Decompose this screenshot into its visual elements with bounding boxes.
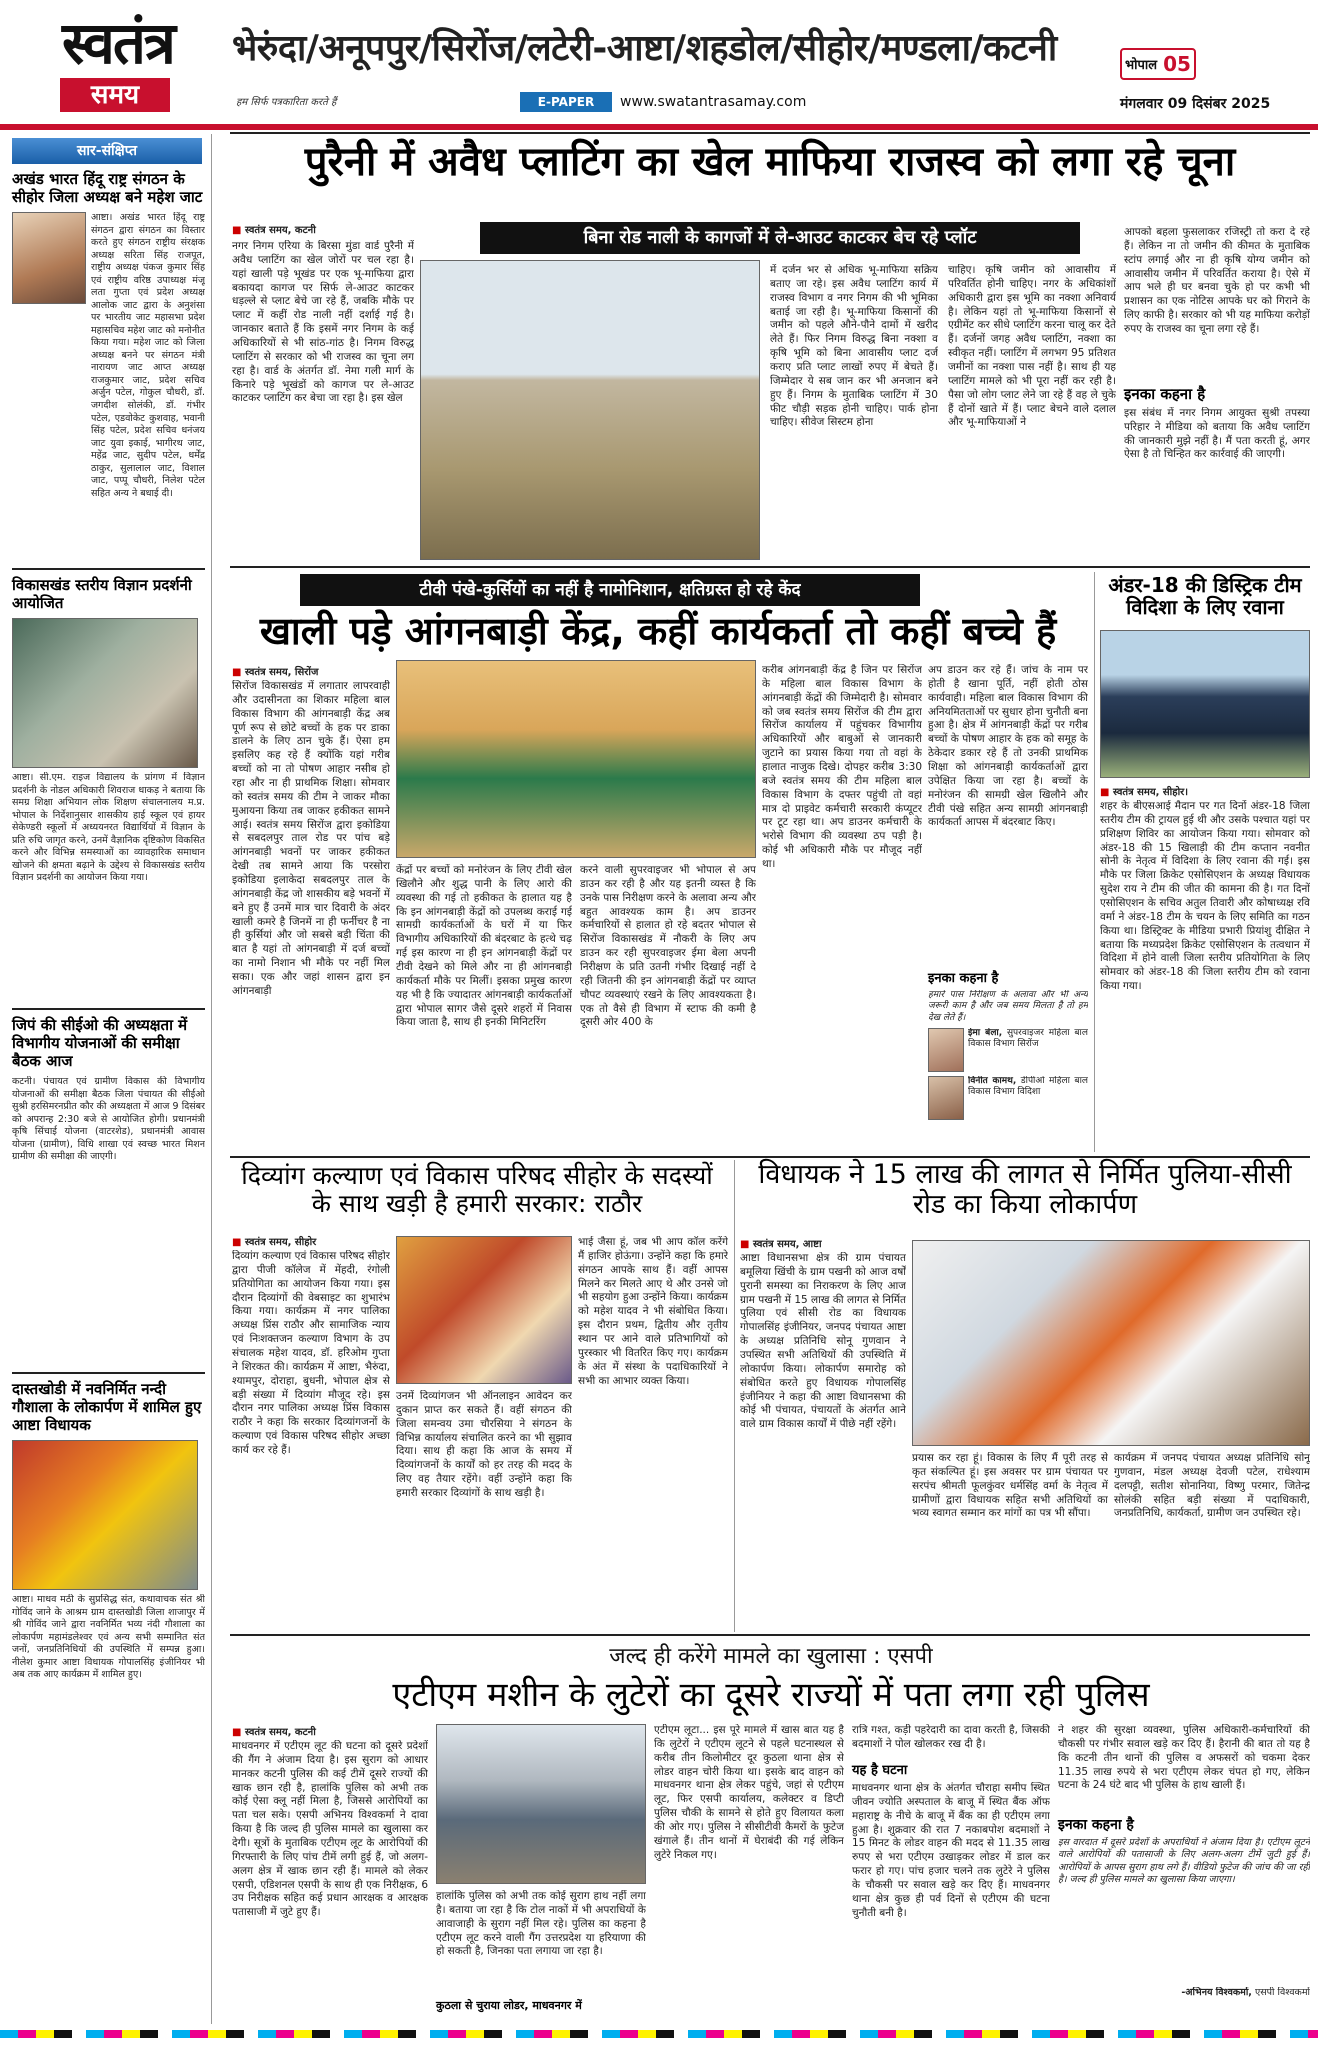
byline-paper: स्वतंत्र समय, (244, 667, 292, 678)
story-headline: खाली पड़े आंगनबाड़ी केंद्र, कहीं कार्यकर्ता तो कहीं बच्चे हैं (259, 609, 1057, 653)
story-text-column: आपको बहला फुसलाकर रजिस्ट्री तो करा दे रहे हैं। लेकिन ना तो जमीन की कीमत के मुताबिक स्टांप लगाई और ना ही कृषि योग्य जमीन को आवासीय जमीन में परिवर्तित कराया है। ऐसे में आप भले ही घर बनवा चुके हो पर कभी भी प्रशासन का एक नोटिस आपके घर को गिराने के लिए काफी है। सरकार को भी यह माफिया करोड़ों रुपए के राजस्व का चूना लगा रहे हैं। (1124, 226, 1310, 336)
page-number: 05 (1163, 52, 1191, 76)
story-kicker: जल्द ही करेंगे मामले का खुलासा : एसपी (609, 1644, 933, 1669)
divider (230, 1634, 1310, 1636)
story-headline: दिव्यांग कल्याण एवं विकास परिषद सीहोर के सदस्यों के साथ खड़ी है हमारी सरकार: राठौर (241, 1161, 713, 1218)
quote-box-title: इनका कहना है (928, 971, 999, 986)
officer-portrait (928, 1076, 964, 1120)
atm-police-photo (436, 1724, 646, 1884)
byline-city: सिरोंज (294, 667, 319, 678)
story-text-column: कार्यक्रम में जनपद पंचायत अध्यक्ष प्रतिनिधि सोनू गुणवान, मंडल अध्यक्ष देवजी पटेल, राधेश्याम दलपट्टी, सतीश सोनानिया, विष्णु परमार, जितेन्द्र सोलंकी सहित बड़ी संख्या में पदाधिकारी, जनप्रतिनिधि, कार्यकर्ता, ग्रामीण जन उपस्थित रहे। (1114, 1452, 1310, 1520)
edition-cities: भेरुंदा/अनूपपुर/सिरोंज/लटेरी-आष्टा/शहडोल/सीहोर/मण्डला/कटनी (232, 28, 1057, 69)
brief-item (12, 1380, 205, 1794)
print-color-strip (0, 2030, 1318, 2038)
epaper-label[interactable]: E-PAPER (520, 92, 612, 112)
quote-box (1058, 1818, 1310, 2018)
divider (12, 1008, 205, 1010)
quote-box-title: इनका कहना है (1124, 385, 1206, 403)
story-byline: ■ स्वतंत्र समय, सीहोर (232, 1237, 317, 1248)
photo-subcaption: कुठला से चुराया लोडर, माधवनगर में (436, 1999, 582, 2012)
brief-item (12, 170, 205, 562)
section-label: सार-संक्षिप्त (12, 138, 202, 164)
story-byline: ■ स्वतंत्र समय, सीहोर। (1100, 787, 1189, 798)
story-text-column: करने वाली सुपरवाइजर भी भोपाल से अप डाउन कर रही है और यह इतनी व्यस्त है कि उनके पास निरीक्षण करने के अलावा अन्य और बहुत आवश्यक काम है। अप डाउनर कर्मचारियों से हालात हो रहे बदतर भोपाल से सिरोंज विकासखंड में नौकरी के लिए अप डाउन कर रही सुपरवाइजर ईमा बेला अपनी निरीक्षण के प्रति उतनी गंभीर दिखाई नहीं दे रही जितनी की इन आंगनबाड़ी केंद्रों पर व्याप्त चौपट व्यवस्थाएं रखने के लिए आवश्यकता है। एक तो वैसे ही विभाग में स्टाफ की कमी है दूसरी ओर 400 के (580, 864, 756, 1029)
byline-city: कटनी (294, 225, 316, 236)
masthead (0, 0, 1318, 130)
byline-city: सीहोर (294, 1237, 317, 1248)
edition-city: भोपाल (1125, 58, 1158, 73)
story-text-column: नगर निगम एरिया के बिरसा मुंडा वार्ड पुरैनी में अवैध प्लाटिंग का खेल जोरों पर चल रहा है। यहां खाली पड़े भूखंड पर एक भू-माफिया द्वारा बकायदा कागज पर सिर्फ ले-आउट काटकर धड़ल्ले से प्लाट बेचे जा रहे हैं, जबकि मौके पर प्लाट में कहीं रोड नाली नहीं दर्शाई गई है। जानकार बताते हैं कि इसमें नगर निगम के कई अधिकारियों से भी सांठ-गांठ है। निगम विरुद्ध प्लाटिंग से सरकार को भी राजस्व का चूना लग रहा है। वार्ड के अंतर्गत डॉ. नेमा गली मार्ग के किनारे पड़े भूखंडों को कागज पर ले-आउट काटकर प्लाटिंग कर बेचा जा रहा है। इस खेल (232, 240, 414, 405)
story-text-column: अप डाउन कर रहे हैं। जांच के नाम पर होती है खाना पूर्ति, नहीं होती ठोस कार्यवाही। महिला बाल विकास विभाग की अनियमितताओं पर सुधार होना चुनौती बना हुआ है। क्षेत्र में आंगनबाड़ी केंद्रों पर गरीब बच्चों के पोषण आहार के हक को समूह के ठेकेदार डकार रहे हैं तो उनकी प्राथमिक शिक्षा को आंगनबाड़ी कार्यकर्ताओं द्वारा उपेक्षित किया जा रहा है। बच्चों के मनोरंजन की सामग्री खेल खिलौने और टीवी पंखे सहित अन्य सामग्री आंगनबाड़ी कार्यकर्ता आपस में बंदरबाट कि‍ए। (928, 664, 1088, 829)
story-text-column: हालांकि पुलिस को अभी तक कोई सुराग हाथ नहीं लगा है। बताया जा रहा है कि टोल नाकों में भी अपराधियों के आवाजाही के सुराग नहीं मिल रहे। पुलिस का कहना है एटीएम लूट करने वाली गैंग उत्तरप्रदेश या हरियाणा की हो सकती है, जिनका पता लगाया जा रहा है। (436, 1890, 646, 1958)
logo-title: स्वतंत्र (62, 9, 174, 77)
story-text-column: माधवनगर में एटीएम लूट की घटना को दूसरे प्रदेशों की गैंग ने अंजाम दिया है। इस सुराग को आधार मानकर कटनी पुलिस की कई टीमें दूसरे राज्यों की खाक छान रही है, हालांकि पुलिस को अभी तक कोई ऐसा क्लू नहीं मिला है, जिससे आरोपियों का पता चल सके। एसपी अभिनय विश्वकर्मा ने दावा किया है कि जल्द ही पुलिस मामले का खुलासा कर देगी। सूत्रों के मुताबिक एटीएम लूट के आरोपियों की गिरफ्तारी के लिए पांच टीमें लगी हुई हैं, जो अलग-अलग क्षेत्र में खाक छान रही हैं। मामले को लेकर एसपी, एडिशनल एसपी के साथ ही एक निरीक्षक, 6 उप निरीक्षक सहित कई प्रधान आरक्षक व आरक्षक पतासाजी में जुटे हुए हैं। (232, 1740, 428, 1919)
officer-portrait (928, 1028, 964, 1072)
divider (230, 132, 1310, 134)
sub-section-title: यह है घटना (852, 1763, 908, 1778)
quote-role: डीपीओ महिला बाल विकास विभाग विदिशा (968, 1075, 1088, 1098)
news-brief-sidebar (12, 134, 212, 2024)
story-text-column: दिव्यांग कल्याण एवं विकास परिषद सीहोर द्वारा पीजी कॉलेज में मेंहदी, रंगोली प्रतियोगिता का आयोजन किया गया। इस दौरान दिव्यांगों की वेबसाइट का शुभारंभ किया गया। कार्यक्रम में नगर पालिका अध्यक्ष प्रिंस राठौर और सामाजिक न्याय एवं निःशक्तजन कल्याण विभाग के उप संचालक महेश यादव, डॉ. हरिओम गुप्ता ने शिरकत की। कार्यक्रम में आष्टा, भैरुंदा, श्यामपुर, दोराहा, बुधनी, भोपाल क्षेत्र से बड़ी संख्या में दिव्यांग मौजूद रहे। इस दौरान नगर पालिका अध्यक्ष प्रिंस विकास राठौर ने कहा कि सरकार दिव्यांगजनों के कल्याण एवं विकास परिषद सीहोर अच्छा कार्य कर रहे हैं। (232, 1250, 390, 1457)
brief-headline: अखंड भारत हिंदू राष्ट्र संगठन के सीहोर जिला अध्यक्ष बने महेश जाट (12, 170, 203, 206)
tagline: हम सिर्फ पत्रकारिता करते हैं (236, 97, 337, 108)
quote-box-body: इस वारदात में दूसरे प्रदेशों के अपराधियों ने अंजाम दिया है। एटीएम लूटने वाले आरोपियों की पतासाजी के लिए अलग-अलग टीमें जुटी हुई हैं। आरोपियों के आपस सुराग हाथ लगे हैं। वीडियो फुटेज की जांच की जा रही है। जल्द ही पुलिस मामले का खुलासा किया जाएगा। (1058, 1836, 1310, 1886)
story-byline: ■ स्वतंत्र समय, कटनी (232, 225, 316, 236)
story-byline: ■ स्वतंत्र समय, सिरोंज (232, 667, 319, 678)
story-text-column: चाहिए। कृषि जमीन को आवासीय में परिवर्तित होनी चाहिए। नगर के अधिकांशों अधिकारी द्वारा इस भूमि का नक्शा अनिवार्य है। लेकिन यहां तो भू-माफिया किसानों से एग्रीमेंट कर सीधे प्लाटिंग करना चालू कर देते हैं। दर्जनों जगह अवैध प्लाटिंग, नक्शा का स्वीकृत नहीं। प्लाटिंग में लगभग 95 प्रतिशत जमीनों का नक्शा पास नहीं है। साथ ही यह प्लाटिंग मामले को भी पूरा नहीं कर रही है। पैसा जो लोग प्लाट लेने जा रहे हैं वह ले चुके हैं दोनों खाते में हैं। प्लाट बेचने वाले दलाल और भू-माफियाओं ने (948, 264, 1116, 429)
brief-body: आष्टा। माधव मठी के सुप्रसिद्ध संत, कथावाचक संत श्री गोविंद जाने के आश्रम ग्राम दास्तखोडी जिला शाजापुर में श्री गोविंद जाने द्वारा नवनिर्मित भव्य नंदी गौशाला का लोकार्पण महामंडलेश्वर एवं अन्य सभी सम्मानित संत जनों, जनप्रतिनिधियों की उपस्थिति में सम्पन्न हुआ। नीलेश कुमार आष्टा विधायक गोपालसिंह इंजीनियर भी अब तक आए कार्यक्रम में शामिल हुए। (12, 1594, 205, 1681)
byline-paper: स्वतंत्र समय, (244, 1727, 292, 1738)
byline-city: कटनी (294, 1727, 316, 1738)
divider (12, 568, 205, 570)
story-headline: पुरैनी में अवैध प्लाटिंग का खेल माफिया राजस्व को लगा रहे चूना (304, 139, 1236, 185)
quote-name: -अभिनय विश्वकर्मा, (1181, 1986, 1252, 1998)
story-text-column: ने शहर की सुरक्षा व्यवस्था, पुलिस अधिकारी-कर्मचारियों की चौकसी पर गंभीर सवाल खड़े कर दिए हैं। हैरानी की बात तो यह है कि कटनी तीन थानों की पुलिस व अफसरों को चकमा देकर 11.35 लाख रुपये से भरा एटीएम लेकर चंपत हो गए, लेकिन घटना के 24 घंटे बाद भी पुलिस के हाथ खाली हैं। (1058, 1724, 1310, 1792)
divyang-event-photo (396, 1236, 572, 1384)
masthead-divider (0, 124, 1318, 130)
byline-paper: स्वतंत्र समय, (244, 225, 292, 236)
byline-paper: स्वतंत्र समय, (1112, 787, 1160, 798)
brief-headline: विकासखंड स्तरीय विज्ञान प्रदर्शनी आयोजित (12, 576, 192, 612)
logo-subtitle: समय (60, 78, 170, 112)
inauguration-photo (912, 1240, 1310, 1446)
quote-box (1124, 386, 1310, 562)
byline-city: सीहोर। (1162, 787, 1189, 798)
story-headline: अंडर-18 की डिस्ट्रिक टीम विदिशा के लिए रवाना (1108, 573, 1302, 620)
newspaper-logo (18, 9, 218, 114)
divider (734, 1160, 735, 1632)
brief-headline: दास्तखोडी में नवनिर्मित नन्दी गौशाला के लोकार्पण में शामिल हुए आष्टा विधायक (12, 1380, 202, 1434)
science-exhibition-photo (12, 618, 198, 768)
quote-attribution (1058, 1987, 1310, 2000)
story-text-column: उनमें दिव्यांगजन भी ऑनलाइन आवेदन कर दुकान प्राप्त कर सकते हैं। वहीं संगठन की जिला समन्वय उमा चौरसिया ने संगठन के विभिन्न कार्यालय संचालित करने का भी सुझाव दिया। साथ ही कहा कि आज के समय में दिव्यांगजनों के कार्यों को हर तरह की मदद के लिए वह तैयार रहेंगे। वहीं उन्होंने कहा कि हमारी सरकार दिव्यांगों के साथ खड़ी है। (396, 1390, 572, 1500)
divider (1094, 572, 1095, 1152)
quote-name: ईमा बेला, (968, 1027, 1003, 1038)
story-headline: एटीएम मशीन के लुटेरों का दूसरे राज्यों में पता लगा रही पुलिस (392, 1675, 1150, 1715)
story-byline: ■ स्वतंत्र समय, आष्टा (740, 1239, 822, 1250)
story-subheadline: बिना रोड नाली के कागजों में ले-आउट काटकर बेच रहे प्लॉट (480, 222, 1080, 254)
brief-headline: जिपं की सीईओ की अध्यक्षता में विभागीय योजनाओं की समीक्षा बैठक आज (12, 1016, 188, 1070)
brief-body: आष्टा। अखंड भारत हिंदू राष्ट्र संगठन द्वारा संगठन का विस्तार करते हुए संगठन राष्ट्रीय संरक्षक अध्यक्ष सरिता सिंह राजपूत, राष्ट्रीय अध्यक्ष पंकज कुमार सिंह एवं राष्ट्रीय वरिष्ठ उपाध्यक्ष मंजू लता गुप्ता एवं प्रदेश अध्यक्ष आलोक जाट द्वारा के अनुशंसा पर भारतीय जाट महासभा प्रदेश महासचिव महेश जाट को मनोनीत किया गया। महेश जाट को जिला अध्यक्ष बनने पर संगठन मंत्री नारायण जाट आप्त अध्यक्ष राजकुमार जाट, प्रदेश सचिव अर्जुन पटेल, गोकुल चौधरी, डॉ. जगदीश सोलंकी, डॉ. गंभीर पटेल, एडवोकेट कुशवाह, भवानी सिंह पटेल, प्रदेश सचिव धनंजय जाट युवा इकाई, भागीरथ जाट, महेंद्र जाट, सुदीप पटेल, धर्मेंद्र ठाकुर, सुलालाल जाट, विशाल जाट, पप्पू चौधरी, निलेश पटेल सहित अन्य ने बधाई दी। (91, 212, 205, 499)
anganwadi-room-photo (396, 660, 756, 858)
brief-body: कटनी। पंचायत एवं ग्रामीण विकास की विभागीय योजनाओं की समीक्षा बैठक जिला पंचायत की सीईओ सुश्री हरसिमरनप्रीत कौर की अध्यक्षता में आज 9 दिसंबर को अपरान्ह 2:30 बजे से आयोजित होगी। प्रधानमंत्री कृषि सिंचाई योजना (वाटरशेड), प्रधानमंत्री आवास योजना (ग्रामीण), विधि शाखा एवं स्वच्छ भारत मिशन ग्रामीण की समीक्षा की जाएगी। (12, 1076, 205, 1163)
brief-item (12, 1016, 205, 1366)
gaushala-event-photo (12, 1440, 198, 1590)
story-kicker-band: टीवी पंखे-कुर्सियों का नहीं है नामोनिशान, क्षतिग्रस्त हो रहे केंद (300, 574, 920, 606)
story-text-column: सिरोंज विकासखंड में लगातार लापरवाही और उदासीनता का शिकार महिला बाल विकास विभाग की आंगनबाड़ी केंद्र अब पूर्ण रूप से छोटे बच्चों के हक पर डाका डालने के लिए ठान चुके हैं। ऐसा हम इसलिए कह रहे हैं क्योंकि यहां गरीब बच्चों को ना तो पोषण आहार नसीब हो रहा और ना ही प्राथमिक शिक्षा। सोमवार को स्वतंत्र समय की टीम ने जाकर मौका मुआयना किया तब जाकर हकीकत सामने आई। स्वतंत्र समय सिरोंज द्वारा इकोडिया से सबदलपुर ताल रोड पर पांच बड़े आंगनबाड़ी भवनों पर जाकर हकीकत देखी तब सामने आया कि परसोरा इकोडिया इलाकेदा सबदलपुर ताल के आंगनबाड़ी केंद्र जो शासकीय बड़े भवनों में बने हुए हैं उनमें मात्र चार दिवारी के अंदर खाली कमरे है जिनमें ना ही फर्नीचर है ना ही कुर्सियां और जो सबसे बड़ी चिंता की बात है यहां तो आंगनबाड़ी में दर्ज बच्चों का नामो निशान भी मौके पर नहीं मिल सका। एक और जहां शासन द्वारा इन आंगनबाड़ी (232, 680, 390, 997)
brief-item (12, 576, 205, 1002)
quote-attribution (968, 1028, 1088, 1072)
quote-role: एसपी विश्वकर्मा (1254, 1986, 1310, 1998)
cricket-team-photo (1100, 630, 1310, 778)
quote-box (928, 972, 1088, 1150)
story-headline: विधायक ने 15 लाख की लागत से निर्मित पुलिया-सीसी रोड का किया लोकार्पण (758, 1159, 1292, 1221)
story-text-column: रात्रि गश्त, कड़ी पहरेदारी का दावा करती है, जिसकी बदमाशों ने पोल खोलकर रख दी है। (852, 1724, 1050, 1750)
story-byline: ■ स्वतंत्र समय, कटनी (232, 1727, 316, 1738)
byline-paper: स्वतंत्र समय, (752, 1239, 800, 1250)
issue-date: मंगलवार 09 दिसंबर 2025 (1120, 96, 1271, 112)
quote-box-title: इनका कहना है (1058, 1817, 1134, 1833)
story-text-column: एटीएम लूटा... इस पूरे मामले में खास बात यह है कि लुटेरों ने एटीएम लूटने से पहले घटनास्थल से करीब तीन किलोमीटर दूर कुठला थाना क्षेत्र से लोडर वाहन चोरी किया था। इसके बाद वाहन को माधवनगर थाना क्षेत्र लेकर पहुंचे, जहां से एटीएम लूट, फिर एसपी कार्यालय, कलेक्टर व डिप्टी पुलिस चौकी के सामने से होते हुए विलायत कला की ओर गए। पुलिस ने सीसीटीवी कैमरों के फुटेज खंगाले हैं। तीन थानों में घेराबंदी की गई लेकिन लुटेरे निकल गए। (654, 1724, 844, 1861)
quote-name: विनीत कामथ, (968, 1075, 1017, 1086)
story-text-column: केंद्रों पर बच्चों को मनोरंजन के लिए टीवी खेल खिलौने और शुद्ध पानी के लिए आरो की व्यवस्था की गई तो हकीकत के हालात यह है कि इन आंगनबाड़ी केंद्रों को उपलब्ध कराई गई सामग्री कार्यकर्ताओं के घरों में या फिर विभागीय अधिकारियों की बंदरबाट के हत्थे चढ़ गई इस कारण ना ही इन आंगनबाड़ी केंद्रों पर टीवी देखने को मिले और ना ही आंगनबाड़ी कार्यकर्ता मौके पर मिलीं। इसका प्रमुख कारण यह भी है कि ज्यादातर आंगनबाड़ी कार्यकर्ताओं द्वारा भोपाल सागर जैसे दूसरे शहरों में निवास किया जाता है, साथ ही इनकी मिनिटरिंग (396, 864, 572, 1029)
story-text-column: प्रयास कर रहा हूं। विकास के लिए मैं पूरी तरह से कृत संकल्पित हूं। इस अवसर पर ग्राम पंचायत पर सरपंच श्रीमती फूलकुंवर धर्मसिंह वर्मा के नेतृत्व में ग्रामीणों द्वारा विधायक सहित सभी अतिथियों का भव्य स्वागत सम्मान कर मांगों का पत्र भी सौंपा। (912, 1452, 1108, 1520)
story-text-column: भाई जैसा हूं, जब भी आप कॉल करेंगे मैं हाजिर होऊंगा। उन्होंने कहा कि हमारे संगठन आपके साथ हैं। वहीं आपस मिलने कर मिलते आए थे और उनसे जो भी सहयोग हुआ उन्होंने किया। कार्यक्रम को महेश यादव ने भी संबोधित किया। इस दौरान प्रथम, द्वितीय और तृतीय स्थान पर आने वाले प्रतिभागियों को पुरस्कार भी वितरित किए गए। कार्यक्रम के अंत में संस्था के पदाधिकारियों ने सभी का आभार व्यक्त किया। (578, 1236, 728, 1387)
brief-body: आष्टा। सी.एम. राइज विद्यालय के प्रांगण में विज्ञान प्रदर्शनी के नोडल अधिकारी शिवराज धाकड़ ने बताया कि समग्र शिक्षा अभियान लोक शिक्षण संचालनालय म.प्र. भोपाल के निर्देशानुसार शासकीय हाई स्कूल एवं हायर सेकेण्डरी स्कूलों में अध्ययनरत विद्यार्थियों में विज्ञान के प्रति रुचि जागृत करने, उनमें वैज्ञानिक दृष्टिकोण विकसित करने और विभिन्न समस्याओं का व्यावहारिक समाधान खोजने की क्षमता बढ़ाने के उद्देश्य से विकासखंड स्तरीय विज्ञान प्रदर्शनी का आयोजन किया गया। (12, 772, 205, 884)
byline-paper: स्वतंत्र समय, (244, 1237, 292, 1248)
byline-city: आष्टा (802, 1239, 822, 1250)
portrait-photo (12, 212, 86, 304)
divider (230, 566, 1310, 568)
website-link[interactable]: www.swatantrasamay.com (620, 94, 807, 110)
story-text-column: माधवनगर थाना क्षेत्र के अंतर्गत चौराहा समीप स्थित जीवन ज्योति अस्पताल के बाजू में स्थित बैंक ऑफ महाराष्ट्र के नीचे के बाजू में बैंक का ही एटीएम लगा हुआ है। शुक्रवार की रात 7 नकाबपोश बदमाशों ने 15 मिनट के लोडर वाहन की मदद से 11.35 लाख रुपए से भरा एटीएम उखाड़कर लोडर में डाल कर फरार हो गए। पांच हजार चलने तक लुटेरे ने पुलिस के चौकसी पर सवाल खड़े कर दिए हैं। माधवनगर थाना क्षेत्र कुछ ही पर्व दिनों से एटीएम की घटना चुनौती बनी है। (852, 1782, 1050, 1919)
divider (12, 1372, 205, 1374)
story-text-column: में दर्जन भर से अधिक भू-माफिया सक्रिय बताए जा रहे। इस अवैध प्लाटिंग कार्य में राजस्व विभाग व नगर निगम की भी भूमिका बताई जा रही है। भू-माफिया किसानों की जमीन को पहले औने-पौने दामों में खरीद लेते हैं। फिर निगम विरुद्ध बिना नक्शा व कृषि भूमि को बिना आवासीय प्लाट दर्ज कराए प्रति प्लाट लाखों रुपए में बेचते हैं। जिम्मेदार ये सब जान कर भी अनजान बने हुए हैं। निगम के मुताबिक प्लाटिंग में 30 फीट चौड़ी सड़क होनी चाहिए। पार्क होना चाहिए। सीवेज सिस्टम होना (770, 264, 938, 429)
story-text-column: शहर के बीएसआई मैदान पर गत दिनों अंडर-18 जिला स्तरीय टीम की ट्रायल हुई थी और उसके पश्चात यहां पर प्रशिक्षण शिविर का आयोजन किया गया। सोमवार को अंडर-18 की 15 खिलाड़ी की टीम कप्तान नवनीत सोनी के नेतृत्व में विदिशा के लिए रवाना की गई। इस मौके पर जिला क्रिकेट एसोसिएशन के अध्यक्ष विधायक सुदेश राय ने टीम की जीत की कामना की है। गत दिनों एसोसिएशन के सचिव अतुल तिवारी और कोषाध्यक्ष रवि वर्मा ने अंडर-18 टीम के चयन के लिए समिति का गठन किया था। डिस्ट्रिक्ट के मीडिया प्रभारी प्रियांशु दीक्षित ने बताया कि मध्यप्रदेश क्रिकेट एसोसिएशन के तत्वधान में विदिशा में होने वाली जिला स्तरीय प्रतियोगिता के लिए सोमवार को अंडर-18 की जिला स्तरीय टीम को रवाना किया गया। (1100, 800, 1310, 993)
story-text-column: करीब आंगनबाड़ी केंद्र है जिन पर सिरोंज के महिला बाल विकास विभाग के आंगनबाड़ी केंद्रों की जिम्मेदारी है। सोमवार को जब स्वतंत्र समय सिरोंज की टीम द्वारा सिरोंज कार्यालय में पहुंचकर विभागीय अधिकारियों और बाबुओं से जानकारी जुटाने का प्रयास किया गया तो वहां के हालात नाजुक दिखे। दोपहर करीब 3:30 बजे स्वतंत्र समय की टीम महिला बाल विकास विभाग के दफ्तर पहुंची तो वहां मात्र दो प्राइवेट कर्मचारी सरकारी कंप्यूटर पर टूट रहा था। अप डाउनर कर्मचारी के भरोसे विभाग की व्यवस्था ठप पड़ी है। कोई भी अधिकारी मौके पर मौजूद नहीं था। (762, 664, 922, 871)
quote-box-body: हमारे पास निरीक्षण के अलावा और भी अन्य जरूरी काम है और जब समय मिलता है तो हम देख लेते हैं। (928, 989, 1088, 1024)
quote-role: सुपरवाइजर महिला बाल विकास विभाग सिरोंज (968, 1027, 1088, 1050)
divider (230, 1156, 1310, 1158)
quote-attribution (968, 1076, 1088, 1120)
quote-box-body: इस संबंध में नगर निगम आयुक्त सुश्री तपस्या परिहार ने मीडिया को बताया कि अवैध प्लाटिंग की जानकारी मुझे नहीं है। मैं पता करती हूं, अगर ऐसा है तो चिन्हित कर कार्रवाई की जाएगी। (1124, 406, 1310, 461)
edition-badge (1120, 48, 1196, 80)
story-text-column: आष्टा विधानसभा क्षेत्र की ग्राम पंचायत बमूलिया खिंची के ग्राम पखनी को आज वर्षों पुरानी समस्या का निराकरण के लिए आज ग्राम पखनी में 15 लाख की लागत से निर्मित पुलिया एवं सीसी रोड का विधायक गोपालसिंह इंजीनियर, जनपद पंचायत आष्टा के अध्यक्ष प्रतिनिधि सोनू गुणवान ने उपस्थित सभी अतिथियों की उपस्थिति में लोकार्पण किया। लोकार्पण समारोह को संबोधित करते हुए विधायक गोपालसिंह इंजीनियर ने कहा की आष्टा विधानसभा की कोई भी पंचायत, पंचायतों के अंतर्गत आने वाले ग्राम विकास कार्यों में पीछे नहीं रहेंगे। (740, 1252, 906, 1431)
plotting-land-photo (420, 260, 760, 560)
